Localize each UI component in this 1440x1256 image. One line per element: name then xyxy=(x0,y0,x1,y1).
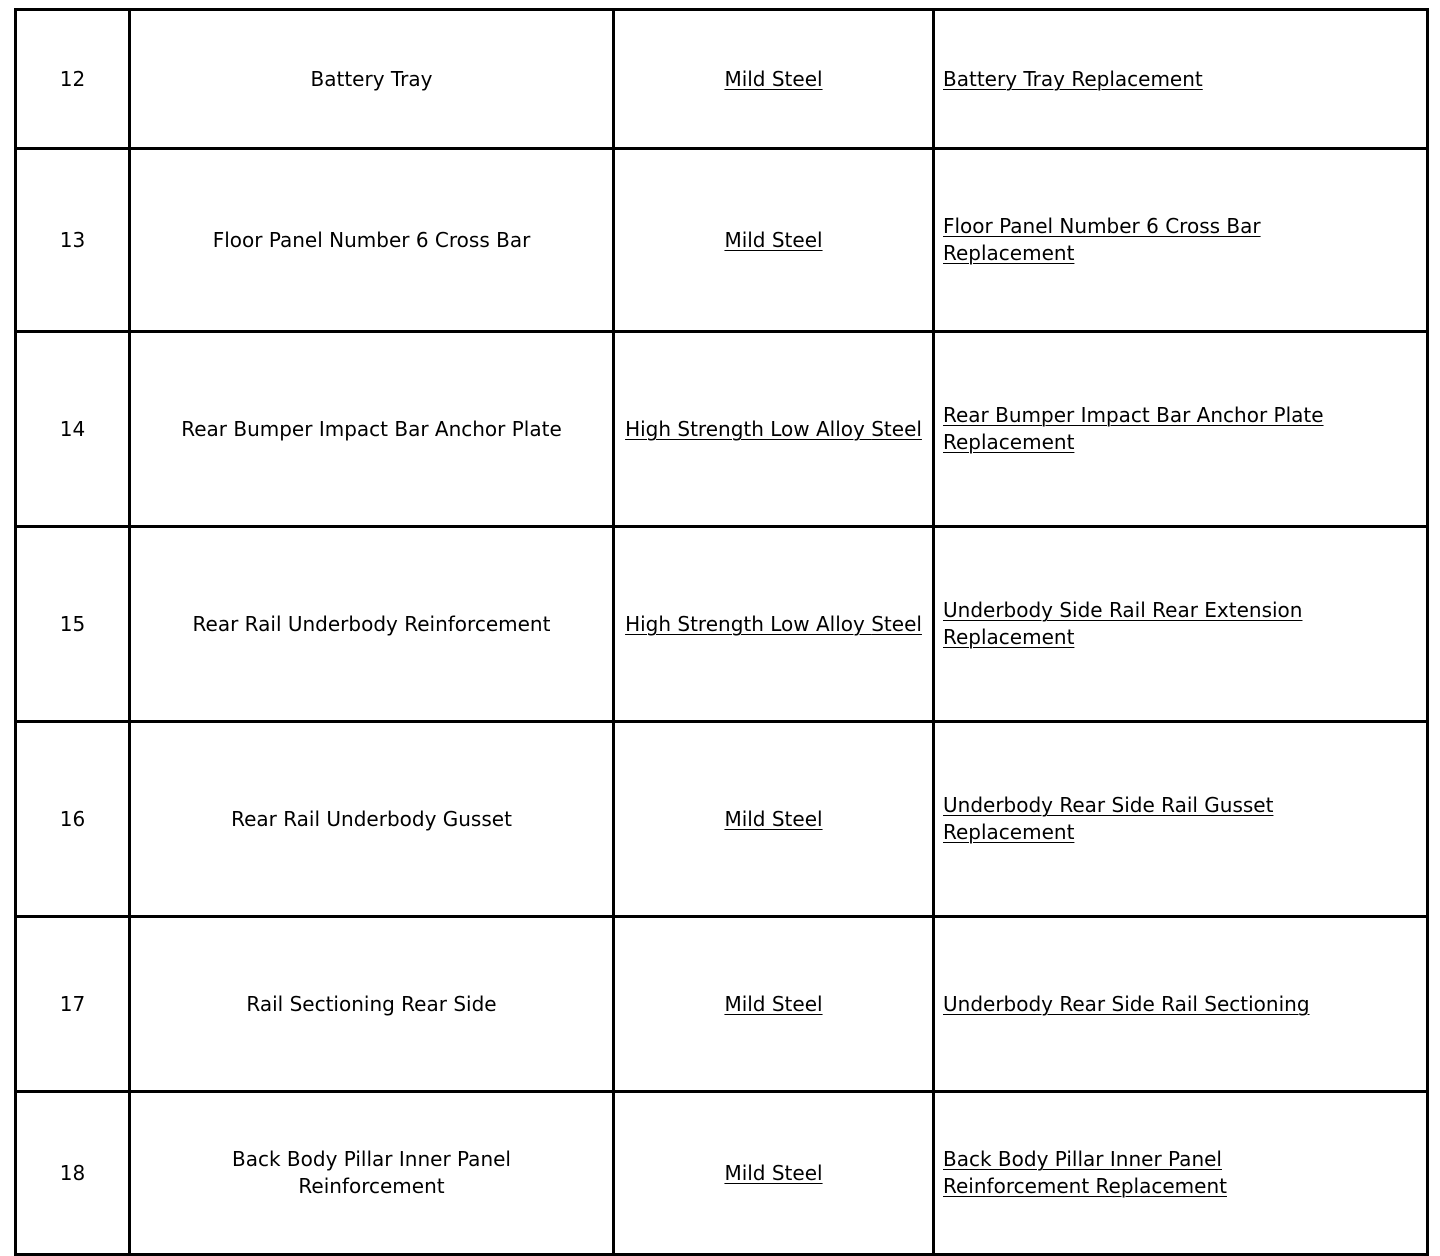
procedure-line: Underbody Rear Side Rail Sectioning xyxy=(943,991,1310,1016)
procedure-line: Replacement xyxy=(943,430,1075,454)
material-line: Mild Steel xyxy=(724,66,823,91)
procedure-line: Floor Panel Number 6 Cross Bar xyxy=(943,214,1261,238)
row-part xyxy=(130,917,614,1092)
row-part xyxy=(130,149,614,332)
row-material xyxy=(614,527,934,722)
procedure-line: Reinforcement Replacement xyxy=(943,1174,1227,1198)
procedure-line: Rear Bumper Impact Bar Anchor Plate xyxy=(943,403,1324,427)
parts-table xyxy=(14,8,1429,1256)
table-row xyxy=(16,149,1428,332)
row-part xyxy=(130,10,614,149)
table-row xyxy=(16,722,1428,917)
parts-table-body xyxy=(16,10,1428,1255)
row-material xyxy=(614,149,934,332)
material-line: Mild Steel xyxy=(724,1160,823,1185)
row-number: 13 xyxy=(16,149,130,332)
row-material xyxy=(614,10,934,149)
row-part xyxy=(130,332,614,527)
procedure-line: Underbody Side Rail Rear Extension xyxy=(943,598,1303,622)
part-line: Back Body Pillar Inner Panel xyxy=(232,1147,511,1171)
row-material xyxy=(614,332,934,527)
row-number: 15 xyxy=(16,527,130,722)
procedure-line: Replacement xyxy=(943,820,1075,844)
material-line: Mild Steel xyxy=(724,806,823,831)
row-procedure xyxy=(934,10,1428,149)
table-row xyxy=(16,332,1428,527)
row-number: 12 xyxy=(16,10,130,149)
row-part xyxy=(130,722,614,917)
part-line: Rear Rail Underbody Reinforcement xyxy=(192,611,551,636)
row-material xyxy=(614,722,934,917)
procedure-line: Replacement xyxy=(943,241,1075,265)
row-number: 18 xyxy=(16,1092,130,1255)
part-line: Rear Bumper Impact Bar Anchor Plate xyxy=(181,416,562,441)
row-number: 17 xyxy=(16,917,130,1092)
procedure-line: Underbody Rear Side Rail Gusset xyxy=(943,793,1274,817)
row-number: 16 xyxy=(16,722,130,917)
material-line: High Strength Low Alloy xyxy=(625,416,872,441)
row-procedure xyxy=(934,149,1428,332)
procedure-line: Back Body Pillar Inner Panel xyxy=(943,1147,1222,1171)
table-row xyxy=(16,527,1428,722)
material-line: Steel xyxy=(871,416,922,441)
row-part xyxy=(130,1092,614,1255)
row-material xyxy=(614,1092,934,1255)
row-procedure xyxy=(934,917,1428,1092)
procedure-line: Battery Tray Replacement xyxy=(943,66,1203,91)
part-line: Rail Sectioning Rear Side xyxy=(246,991,497,1016)
part-line: Rear Rail Underbody Gusset xyxy=(231,806,512,831)
row-procedure xyxy=(934,1092,1428,1255)
material-line: Steel xyxy=(871,611,922,636)
row-procedure xyxy=(934,722,1428,917)
part-line: Battery Tray xyxy=(310,66,433,91)
row-procedure xyxy=(934,332,1428,527)
material-line: Mild Steel xyxy=(724,991,823,1016)
table-row xyxy=(16,10,1428,149)
material-line: High Strength Low Alloy xyxy=(625,611,872,636)
table-row xyxy=(16,917,1428,1092)
row-procedure xyxy=(934,527,1428,722)
table-row xyxy=(16,1092,1428,1255)
row-material xyxy=(614,917,934,1092)
material-line: Mild Steel xyxy=(724,227,823,252)
row-part xyxy=(130,527,614,722)
procedure-line: Replacement xyxy=(943,625,1075,649)
part-line: Reinforcement xyxy=(298,1174,445,1198)
part-line: Floor Panel Number 6 Cross Bar xyxy=(212,227,531,252)
row-number: 14 xyxy=(16,332,130,527)
